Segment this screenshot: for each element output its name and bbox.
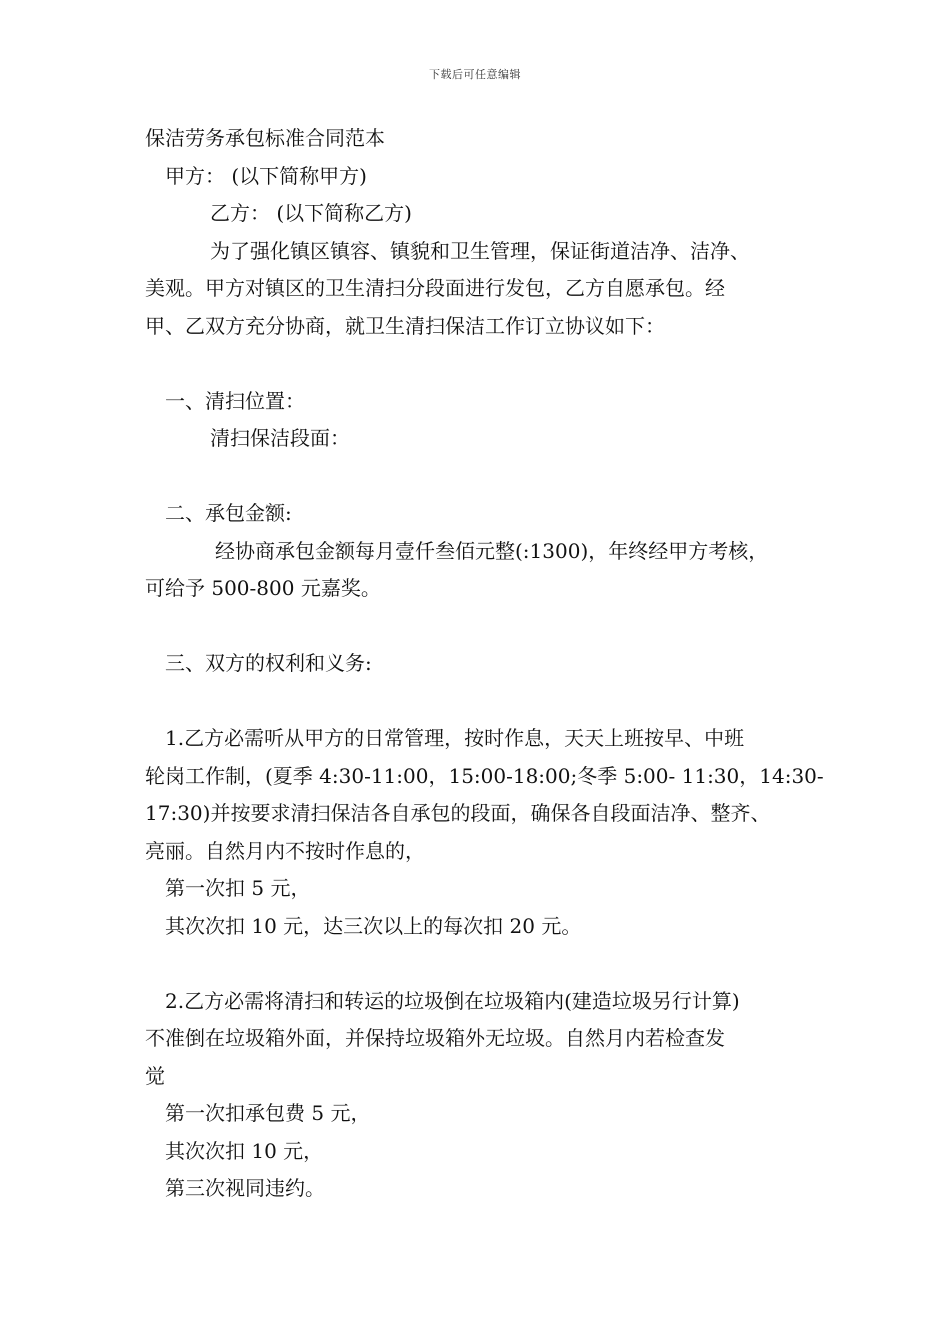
intro-line-3: 甲、乙双方充分协商，就卫生清扫保洁工作订立协议如下： [145, 313, 665, 338]
item-2-penalty-3: 第三次视同违约。 [165, 1176, 325, 1200]
item-1-line-1: 1.乙方必需听从甲方的日常管理，按时作息，天天上班按早、中班 [165, 726, 745, 750]
intro-line-1: 为了强化镇区镇容、镇貌和卫生管理，保证街道洁净、洁净、 [210, 238, 750, 263]
spacer [145, 345, 835, 383]
section-3-heading: 三、双方的权利和义务: [165, 651, 372, 675]
document-title: 保洁劳务承包标准合同范本 [145, 126, 385, 150]
section-2-line-2: 可给予 500-800 元嘉奖。 [145, 576, 381, 600]
section-2-line-1: 经协商承包金额每月壹仟叁佰元整(:1300)，年终经甲方考核， [215, 538, 769, 563]
item-1-line-3: 17:30)并按要求清扫保洁各自承包的段面，确保各自段面洁净、整齐、 [145, 801, 771, 825]
spacer [145, 683, 835, 721]
section-1-heading: 一、清扫位置： [165, 388, 305, 413]
item-2-line-3: 觉 [145, 1063, 165, 1088]
section-2-heading: 二、承包金额: [165, 501, 292, 525]
spacer [145, 458, 835, 496]
item-2-penalty-1: 第一次扣承包费 5 元， [165, 1101, 371, 1125]
item-1-line-4: 亮丽。自然月内不按时作息的， [145, 838, 425, 863]
item-1-penalty-1: 第一次扣 5 元， [165, 876, 311, 900]
page-header: 下载后可任意编辑 [429, 68, 521, 81]
spacer [145, 608, 835, 646]
intro-line-2: 美观。甲方对镇区的卫生清扫分段面进行发包，乙方自愿承包。经 [145, 276, 725, 300]
item-2-penalty-2: 其次次扣 10 元， [165, 1138, 324, 1163]
section-1-body: 清扫保洁段面： [210, 426, 350, 450]
item-2-line-1: 2.乙方必需将清扫和转运的垃圾倒在垃圾箱内(建造垃圾另行计算) [165, 988, 740, 1013]
party-b-line: 乙方： (以下简称乙方) [210, 201, 412, 225]
party-a-line: 甲方： (以下简称甲方) [165, 163, 367, 188]
item-1-line-2: 轮岗工作制，(夏季 4:30-11:00，15:00-18:00;冬季 5:00- 11:30，14:30- [145, 763, 824, 788]
spacer [145, 945, 835, 983]
document-body [145, 120, 835, 1208]
item-1-penalty-2: 其次次扣 10 元，达三次以上的每次扣 20 元。 [165, 913, 582, 938]
item-2-line-2: 不准倒在垃圾箱外面，并保持垃圾箱外无垃圾。自然月内若检查发 [145, 1026, 725, 1050]
